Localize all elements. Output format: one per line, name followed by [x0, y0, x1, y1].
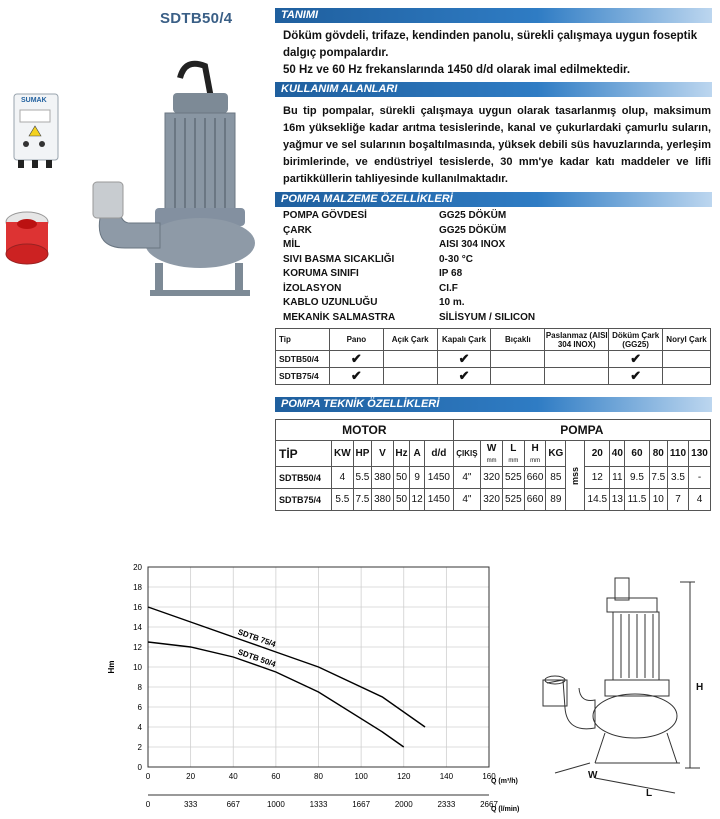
th-a: A: [410, 441, 425, 467]
material-value: CI.F: [439, 282, 458, 294]
material-row: [283, 209, 535, 224]
y-tick-label: 10: [133, 663, 142, 672]
empty-cell: [491, 351, 545, 368]
material-row: [283, 238, 535, 253]
x2-tick-label: 2667: [480, 800, 498, 809]
y-tick-label: 0: [137, 763, 142, 772]
th-q60: 60: [625, 441, 649, 467]
material-key: İZOLASYON: [283, 282, 342, 294]
x-tick-label: 60: [271, 772, 281, 781]
x-axis-label: Q (m³/h): [491, 778, 518, 785]
table-row: SDTB75/4 ✔ ✔ ✔: [276, 368, 711, 385]
x2-tick-label: 1667: [352, 800, 371, 809]
empty-cell: [491, 368, 545, 385]
th-q20: 20: [585, 441, 610, 467]
x2-tick-label: 0: [145, 800, 151, 809]
empty-cell: [663, 351, 711, 368]
brand-logo: SUMAK: [21, 97, 47, 104]
empty-cell: [663, 368, 711, 385]
material-value: 10 m.: [439, 297, 465, 308]
empty-cell: [383, 351, 437, 368]
y-tick-label: 16: [133, 603, 142, 612]
x2-tick-label: 2333: [437, 800, 456, 809]
dim-h: H: [696, 682, 704, 693]
material-value: GG25 DÖKÜM: [439, 224, 507, 236]
material-key: SIVI BASMA SICAKLIĞI: [283, 253, 395, 265]
motor-header: MOTOR: [276, 420, 454, 441]
empty-cell: [383, 368, 437, 385]
th-q80: 80: [649, 441, 667, 467]
x2-axis-label: Q (l/min): [491, 806, 520, 813]
section-kullanim: KULLANIM ALANLARI: [275, 82, 712, 97]
series-label: SDTB 50/4: [236, 647, 277, 670]
x2-tick-label: 667: [226, 800, 240, 809]
th-v: V: [372, 441, 394, 467]
x-tick-label: 20: [186, 772, 196, 781]
x-tick-label: 120: [397, 772, 411, 781]
material-value: 0-30 °C: [439, 253, 474, 265]
y-tick-label: 18: [133, 583, 142, 592]
y-tick-label: 20: [133, 563, 142, 572]
th-h: H mm: [524, 441, 546, 467]
check-icon: ✔: [609, 368, 663, 385]
x-tick-label: 160: [482, 772, 496, 781]
y-tick-label: 12: [133, 643, 142, 652]
material-value: SİLİSYUM / SILICON: [439, 311, 536, 323]
y-axis-label: Hm: [107, 660, 116, 674]
material-value: AISI 304 INOX: [439, 239, 506, 250]
th-acik: Açık Çark: [383, 329, 437, 351]
x2-tick-label: 2000: [394, 800, 413, 809]
tanimi-text-1: Döküm gövdeli, trifaze, kendinden panolu, sürekli çalışmaya uygun foseptik dalgıç pompalardır.: [283, 30, 698, 59]
th-pano: Pano: [329, 329, 383, 351]
tanimi-text-2: 50 Hz ve 60 Hz frekanslarında 1450 d/d olarak imal edilmektedir.: [283, 64, 631, 76]
x-tick-label: 80: [314, 772, 323, 781]
pompa-header: POMPA: [453, 420, 710, 441]
th-paslanmaz: Paslanmaz (AISI 304 INOX): [545, 330, 608, 349]
th-q110: 110: [667, 441, 688, 467]
th-dokum: Döküm Çark (GG25): [609, 329, 663, 351]
tech-table: [275, 419, 711, 511]
material-row: [283, 311, 535, 326]
th-w: W mm: [481, 441, 503, 467]
x2-tick-label: 1333: [309, 800, 328, 809]
material-key: ÇARK: [283, 224, 312, 236]
section-teknik: POMPA TEKNİK ÖZELLİKLERİ: [275, 397, 712, 412]
th-kw: KW: [332, 441, 354, 467]
material-key: POMPA GÖVDESİ: [283, 210, 367, 221]
y-tick-label: 2: [137, 743, 142, 752]
x2-tick-label: 1000: [266, 800, 285, 809]
th-hz: Hz: [393, 441, 409, 467]
section-malzeme: POMPA MALZEME ÖZELLİKLERİ: [275, 192, 712, 207]
x2-tick-label: 333: [183, 800, 198, 809]
th-kg: KG: [546, 441, 566, 467]
material-value: GG25 DÖKÜM: [439, 210, 507, 221]
th-q130: 130: [689, 441, 711, 467]
material-row: [283, 253, 535, 268]
kullanim-text: Bu tip pompalar, sürekli çalışmaya uygun olarak tasarlanmış olup, maksimum 16m yüksekliğe kadar arıtma tesislerinde, kanal ve çukurlardaki çamurlu suların, yağmur ve sel sularının boşaltılmasında, yüksek debili süs havuzlarında, yerleşim birimlerinde, ve endüstriyel tesislerde, 30 mm'ye kadar katı maddeler ve lifli partikküllerin tahliyesinde kullanılmaktadır.: [283, 105, 711, 185]
features-table: [275, 328, 711, 385]
th-cikis: ÇIKIŞ: [453, 441, 481, 467]
th-tip: Tip: [276, 329, 330, 351]
pump-image: [85, 58, 265, 303]
table-row: SDTB75/4 5.5 7.5 380 50 12 1450 4" 320 525 660 89 14.5 13 11.5 10 7 4: [276, 489, 711, 511]
x-tick-label: 40: [228, 772, 238, 781]
series-label: SDTB 75/4: [236, 627, 277, 650]
material-value: IP 68: [439, 268, 463, 279]
material-key: KORUMA SINIFI: [283, 268, 359, 279]
material-row: [283, 296, 535, 311]
th-mss: mss: [566, 441, 585, 511]
th-l: L mm: [502, 441, 524, 467]
control-panel-image: [12, 92, 62, 174]
y-tick-label: 8: [137, 683, 142, 692]
check-icon: ✔: [329, 351, 383, 368]
th-tip: TİP: [276, 441, 332, 467]
empty-cell: [545, 351, 609, 368]
dim-l: L: [646, 788, 653, 799]
model-title: SDTB50/4: [160, 10, 233, 27]
y-tick-label: 6: [137, 703, 142, 712]
x-tick-label: 0: [145, 772, 151, 781]
check-icon: ✔: [437, 351, 491, 368]
th-kapali: Kapalı Çark: [437, 329, 491, 351]
table-row: SDTB50/4 ✔ ✔ ✔: [276, 351, 711, 368]
material-key: MEKANİK SALMASTRA: [283, 311, 396, 323]
check-icon: ✔: [329, 368, 383, 385]
table-row: SDTB50/4 4 5.5 380 50 9 1450 4" 320 525 660 85 12 11 9.5 7.5 3.5 -: [276, 467, 711, 489]
material-key: KABLO UZUNLUĞU: [283, 297, 378, 308]
th-hp: HP: [353, 441, 371, 467]
dim-w: W: [588, 770, 598, 781]
section-tanimi: TANIMI: [275, 8, 712, 23]
y-tick-label: 4: [137, 723, 142, 732]
performance-chart: [100, 555, 570, 819]
materials-list: [283, 209, 535, 325]
empty-cell: [545, 368, 609, 385]
th-bicakli: Bıçaklı: [491, 329, 545, 351]
x-tick-label: 140: [439, 772, 454, 781]
th-noryl: Noryl Çark: [663, 329, 711, 351]
impeller-image: [4, 208, 50, 268]
th-dd: d/d: [425, 441, 454, 467]
check-icon: ✔: [609, 351, 663, 368]
material-row: [283, 267, 535, 282]
th-q40: 40: [610, 441, 625, 467]
check-icon: ✔: [437, 368, 491, 385]
x-tick-label: 100: [354, 772, 368, 781]
material-key: MİL: [283, 239, 301, 250]
material-row: [283, 224, 535, 239]
material-row: [283, 282, 535, 297]
y-tick-label: 14: [133, 623, 142, 632]
dimension-drawing: [535, 568, 715, 798]
